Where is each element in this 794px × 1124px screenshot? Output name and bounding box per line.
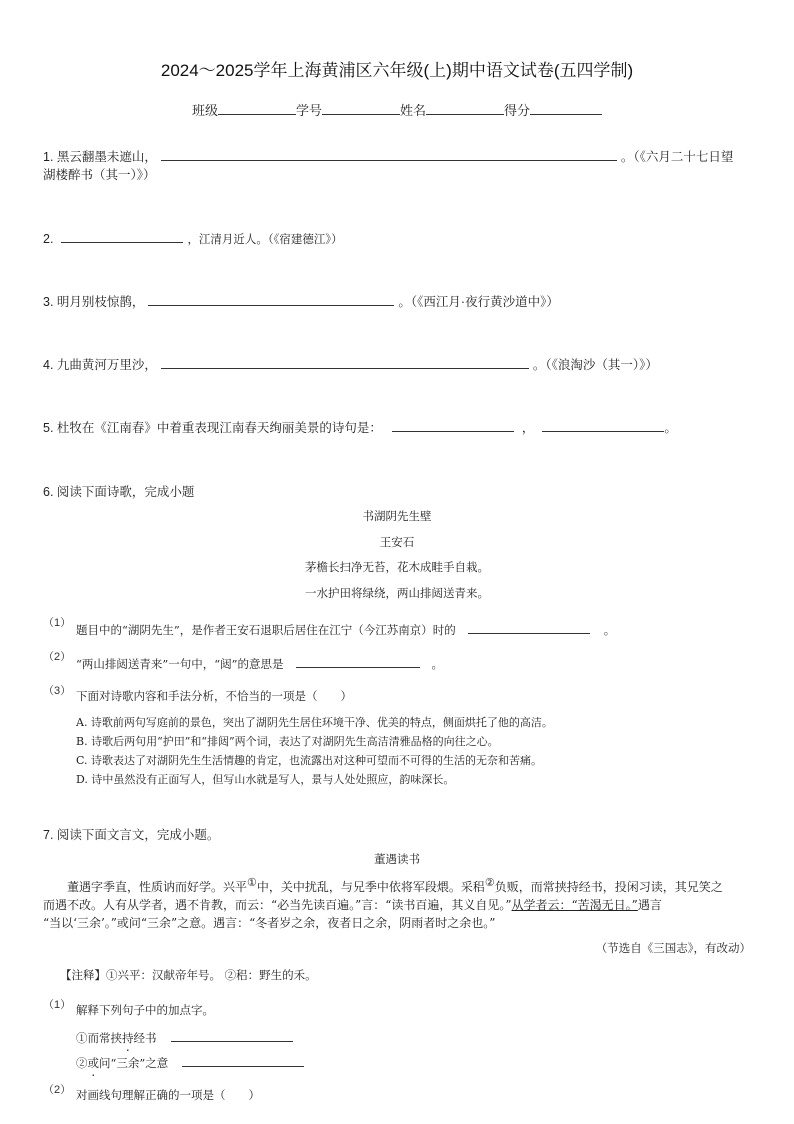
passage-line-1 [43,874,753,896]
poem-line-1: 茅檐长扫净无苔，花木成畦手自栽。 [305,560,489,574]
passage-note: 【注释】①兴平：汉献帝年号。 ②稆：野生的禾。 [60,968,317,982]
passage-body [43,874,753,932]
q6-sub3-text: 下面对诗歌内容和手法分析，不恰当的一项是（ ） [76,689,352,703]
poem-author: 王安石 [379,535,415,549]
question-4 [43,355,658,373]
q6-sub2-end: 。 [431,657,444,671]
dotted-char-2: 或 [87,1056,99,1070]
question-5 [43,418,677,436]
passage-text: 负贩，而常挟持经书，投闲习读，其兄笑之 [494,880,723,894]
page-title: 2024～2025学年上海黄浦区六年级(上)期中语文试卷(五四学制) [160,61,634,80]
q7-item-2-blank[interactable] [182,1053,304,1067]
item-text: 经书 [133,1031,157,1045]
q7-sub2-number: （2） [43,1084,72,1096]
q6-sub2 [76,654,443,672]
q6-option-b[interactable]: B. 诗歌后两句用“护田”和“排闼”两个词，表达了对湖阴先生高洁清雅品格的向往之心。 [76,735,499,748]
item-text: ② [76,1056,88,1070]
q7-sub1-text: 解释下列句子中的加点字。 [76,1003,214,1017]
item-text: ①而常挟 [76,1031,122,1045]
q5-comma: ， [521,421,535,435]
q1-line2: 湖楼醉书（其一）》） [43,168,156,182]
q2-prefix: 2. [43,232,54,246]
q4-prefix: 4. 九曲黄河万里沙， [43,358,157,372]
q5-blank-1[interactable] [392,418,514,432]
q4-suffix: 。（《浪淘沙（其一）》） [532,358,658,372]
id-blank[interactable] [322,101,400,115]
score-blank[interactable] [530,101,602,115]
q6-sub2-text: “两山排闼送青来”一句中，“闼”的意思是 [76,657,284,671]
passage-line-2 [43,896,753,914]
dotted-char-1: 持 [122,1031,134,1045]
q1-suffix: 。（《六月二十七日望 [620,150,734,164]
question-3 [43,292,559,310]
q2-blank[interactable] [61,229,183,243]
q7-item-1-blank[interactable] [171,1028,293,1042]
q6-sub1 [76,620,615,638]
item-text: 问“三余”之意 [99,1056,169,1070]
q3-blank[interactable] [148,292,394,306]
name-label: 姓名 [400,103,427,118]
q1-prefix: 1. 黑云翻墨未遮山， [43,150,157,164]
q6-sub3-number: （3） [43,685,72,697]
passage-text: 而遇不改。人有从学者，遇不肯教，而云：“必当先读百遍。”言：“读书百遍，其义自见。” [43,898,512,912]
id-label: 学号 [295,103,322,118]
q6-sub1-end: 。 [603,623,616,637]
q7-item-1 [76,1028,293,1046]
score-label: 得分 [504,103,531,118]
q7-sub1-number: （1） [43,999,72,1011]
poem-title: 书湖阴先生壁 [362,509,432,523]
question-7-heading: 7. 阅读下面文言文，完成小题。 [43,828,220,842]
q6-sub1-number: （1） [43,617,72,629]
q7-sub2-text: 对画线句理解正确的一项是（ ） [76,1088,260,1102]
passage-text: 中，关中扰乱，与兄季中依将军段煨。采稆 [256,880,485,894]
q6-option-d[interactable]: D. 诗中虽然没有正面写人，但写山水就是写人，景与人处处照应，韵味深长。 [76,773,455,786]
poem-line-2: 一水护田将绿绕，两山排闼送青来。 [305,586,489,600]
student-info-row [0,100,794,119]
question-2 [43,229,343,247]
q6-sub2-number: （2） [43,651,72,663]
q4-blank[interactable] [161,355,529,369]
question-6-heading: 6. 阅读下面诗歌，完成小题 [43,485,195,499]
question-1 [43,147,733,165]
q5-end: 。 [664,421,677,435]
passage-text: 遇言 [637,898,662,912]
q5-prefix: 5. 杜牧在《江南春》中着重表现江南春天绚丽美景的诗句是： [43,421,382,435]
q6-sub1-text: 题目中的“湖阴先生”，是作者王安石退职后居住在江宁（今江苏南京）时的 [76,623,456,637]
q2-suffix: ，江清月近人。（《宿建德江》） [187,232,343,246]
passage-text: 董遇字季直，性质讷而好学。兴平 [67,880,248,894]
q6-option-c[interactable]: C. 诗歌表达了对湖阴先生生活情趣的肯定，也流露出对这种可望而不可得的生活的无奈和苦痛。 [76,754,543,767]
q6-option-a[interactable]: A. 诗歌前两句写庭前的景色，突出了湖阴先生居住环境干净、优美的特点，侧面烘托了他的高洁。 [76,716,553,729]
q5-blank-2[interactable] [542,418,664,432]
q1-blank[interactable] [161,147,617,161]
passage-source: （节选自《三国志》，有改动） [595,941,751,955]
q6-sub1-blank[interactable] [468,620,590,634]
q3-prefix: 3. 明月别枝惊鹊， [43,295,145,309]
class-blank[interactable] [218,101,296,115]
note-marker-1: ① [247,876,257,889]
passage-line-3: “当以‘三余’。”或问“三余”之意。遇言：“冬者岁之余，夜者日之余，阴雨者时之余也。” [43,916,496,930]
q7-item-2 [76,1053,304,1071]
note-marker-2: ② [484,876,495,889]
passage-title: 董遇读书 [374,852,420,866]
name-blank[interactable] [426,101,504,115]
q3-suffix: 。（《西江月·夜行黄沙道中》） [398,295,559,309]
q6-sub2-blank[interactable] [296,654,420,668]
underlined-sentence: 从学者云：“苦渴无日。” [511,898,638,912]
class-label: 班级 [191,103,218,118]
